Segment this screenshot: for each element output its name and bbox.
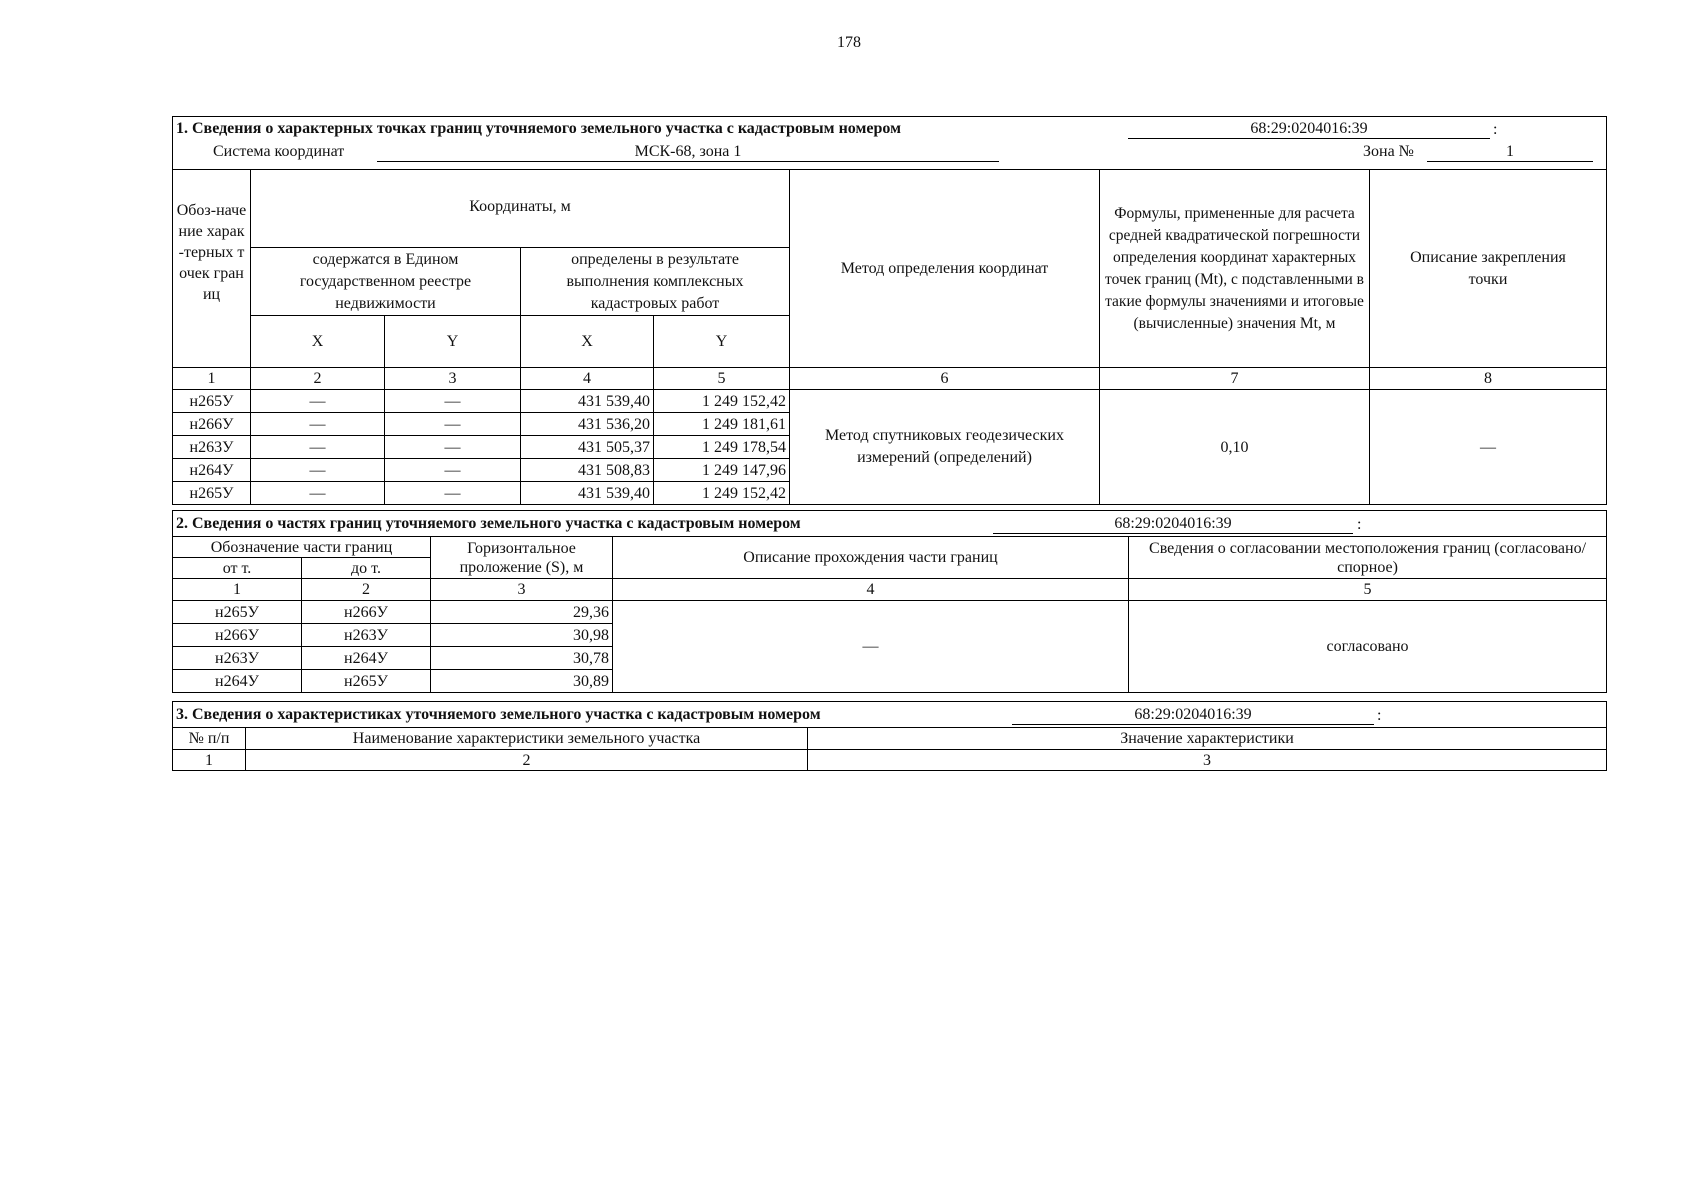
- point-cell: н265У: [173, 482, 251, 505]
- s-cell: 30,78: [431, 647, 613, 670]
- col-number: 1: [173, 750, 246, 771]
- header-description: Описание прохождения части границ: [613, 537, 1129, 579]
- header-num: № п/п: [173, 728, 246, 750]
- x-egrn-cell: —: [251, 413, 385, 436]
- x-egrn-cell: —: [251, 436, 385, 459]
- point-cell: н265У: [173, 390, 251, 413]
- section1-cadastral-number: 68:29:0204016:39: [1128, 119, 1490, 139]
- header-agreement: Сведения о согласовании местоположения границ (согласовано/спорное): [1129, 537, 1607, 579]
- col-number: 8: [1370, 368, 1607, 390]
- header-y-egrn: Y: [385, 316, 521, 368]
- col-number: 1: [173, 368, 251, 390]
- from-cell: н264У: [173, 670, 302, 693]
- zone-value: 1: [1427, 142, 1593, 162]
- header-from: от т.: [173, 558, 302, 579]
- x-complex-cell: 431 505,37: [521, 436, 654, 459]
- s-cell: 29,36: [431, 601, 613, 624]
- col-number: 2: [251, 368, 385, 390]
- s-cell: 30,98: [431, 624, 613, 647]
- col-number: 2: [302, 579, 431, 601]
- y-complex-cell: 1 249 152,42: [654, 482, 790, 505]
- col-number: 6: [790, 368, 1100, 390]
- section2-colon: :: [1357, 516, 1362, 533]
- method-value: Метод спутниковых геодезических измерений (определений): [790, 390, 1100, 505]
- coord-system-label: Система координат: [213, 143, 345, 160]
- x-complex-cell: 431 539,40: [521, 390, 654, 413]
- from-cell: н266У: [173, 624, 302, 647]
- zone-label: Зона №: [1363, 143, 1414, 160]
- header-fixing: Описание закрепления точки: [1370, 170, 1607, 368]
- fixing-value: —: [1370, 390, 1607, 505]
- header-x-egrn: X: [251, 316, 385, 368]
- table-row: [173, 601, 1607, 624]
- x-complex-cell: 431 536,20: [521, 413, 654, 436]
- header-coordinates: Координаты, м: [251, 170, 790, 248]
- y-egrn-cell: —: [385, 459, 521, 482]
- section1-table: [172, 116, 1607, 505]
- coord-system-value: МСК-68, зона 1: [377, 142, 999, 162]
- header-horizontal: Горизонтальное проложение (S), м: [431, 537, 613, 579]
- from-cell: н263У: [173, 647, 302, 670]
- section2-title: 2. Сведения о частях границ уточняемого земельного участка с кадастровым номером: [176, 515, 801, 532]
- header-x-complex: X: [521, 316, 654, 368]
- col-number: 5: [1129, 579, 1607, 601]
- table-row: [173, 390, 1607, 413]
- y-egrn-cell: —: [385, 413, 521, 436]
- point-cell: н264У: [173, 459, 251, 482]
- section1-title: 1. Сведения о характерных точках границ уточняемого земельного участка с кадастровым номером: [176, 120, 901, 137]
- section2-cadastral-number: 68:29:0204016:39: [993, 514, 1353, 534]
- header-part-designation: Обозначение части границ: [173, 537, 431, 558]
- to-cell: н263У: [302, 624, 431, 647]
- agreement-value: согласовано: [1129, 601, 1607, 693]
- x-egrn-cell: —: [251, 482, 385, 505]
- section2-header: [173, 511, 1607, 537]
- y-complex-cell: 1 249 178,54: [654, 436, 790, 459]
- header-complex: определены в результате выполнения комплексных кадастровых работ: [521, 248, 790, 316]
- section2-table: [172, 510, 1607, 693]
- header-value: Значение характеристики: [808, 728, 1607, 750]
- section3-cadastral-number: 68:29:0204016:39: [1012, 705, 1374, 725]
- y-complex-cell: 1 249 152,42: [654, 390, 790, 413]
- y-complex-cell: 1 249 181,61: [654, 413, 790, 436]
- header-formulas: Формулы, примененные для расчета средней квадратической погрешности определения координат характерных точек границ (Mt), с подставленными в такие формулы значениями и итоговые (вычисленные) значения Mt, м: [1100, 170, 1370, 368]
- header-egrn: содержатся в Едином государственном реестре недвижимости: [251, 248, 521, 316]
- col-number: 2: [246, 750, 808, 771]
- col-number: 3: [808, 750, 1607, 771]
- header-point-designation: Обоз-начение харак-терных точек границ: [173, 170, 251, 368]
- page-number: 178: [837, 34, 861, 51]
- point-cell: н263У: [173, 436, 251, 459]
- section3-header: [173, 702, 1607, 728]
- s-cell: 30,89: [431, 670, 613, 693]
- description-value: —: [613, 601, 1129, 693]
- x-egrn-cell: —: [251, 459, 385, 482]
- point-cell: н266У: [173, 413, 251, 436]
- section3-colon: :: [1377, 707, 1382, 724]
- to-cell: н266У: [302, 601, 431, 624]
- from-cell: н265У: [173, 601, 302, 624]
- col-number: 4: [521, 368, 654, 390]
- col-number: 4: [613, 579, 1129, 601]
- col-number: 5: [654, 368, 790, 390]
- x-egrn-cell: —: [251, 390, 385, 413]
- col-number: 3: [385, 368, 521, 390]
- to-cell: н264У: [302, 647, 431, 670]
- section1-colon: :: [1493, 121, 1498, 138]
- section3-table: [172, 701, 1607, 771]
- y-egrn-cell: —: [385, 482, 521, 505]
- y-egrn-cell: —: [385, 436, 521, 459]
- header-to: до т.: [302, 558, 431, 579]
- y-egrn-cell: —: [385, 390, 521, 413]
- to-cell: н265У: [302, 670, 431, 693]
- x-complex-cell: 431 508,83: [521, 459, 654, 482]
- header-name: Наименование характеристики земельного участка: [246, 728, 808, 750]
- section3-title: 3. Сведения о характеристиках уточняемого земельного участка с кадастровым номером: [176, 706, 821, 723]
- y-complex-cell: 1 249 147,96: [654, 459, 790, 482]
- header-y-complex: Y: [654, 316, 790, 368]
- mt-value: 0,10: [1100, 390, 1370, 505]
- col-number: 1: [173, 579, 302, 601]
- x-complex-cell: 431 539,40: [521, 482, 654, 505]
- header-method: Метод определения координат: [790, 170, 1100, 368]
- col-number: 7: [1100, 368, 1370, 390]
- section1-header: [173, 117, 1607, 170]
- col-number: 3: [431, 579, 613, 601]
